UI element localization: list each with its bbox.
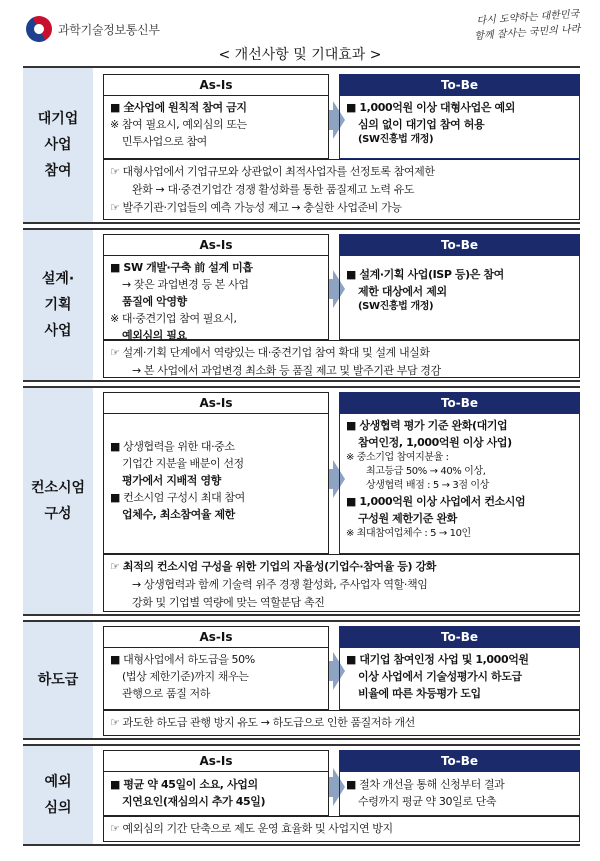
tobe-line: ■ 설계·기획 사업(ISP 등)은 참여: [346, 268, 504, 281]
effect-line: 완화 → 대·중견기업간 경쟁 활성화를 통한 품질제고 노력 유도: [132, 183, 415, 196]
asis-header: As-Is: [104, 751, 328, 772]
asis-box: [103, 392, 329, 554]
effect-line: → 상생협력과 함께 기술력 위주 경쟁 활성화, 주사업자 역할·책임: [132, 578, 428, 591]
tobe-box: [339, 234, 580, 340]
tobe-line: 비율에 따른 차등평가 도입: [358, 687, 481, 700]
tobe-line: 수령까지 평균 약 30일로 단축: [358, 795, 497, 808]
effects-box: [103, 340, 580, 378]
section-label: 설계· 기획 사업: [23, 230, 93, 380]
effect-line: ☞ 설계·기획 단계에서 역량있는 대·중견기업 참여 확대 및 설계 내실화: [110, 346, 430, 359]
asis-line: ■ 대형사업에서 하도급을 50%: [110, 653, 255, 666]
asis-header: As-Is: [104, 235, 328, 256]
arrow-icon: [329, 460, 339, 498]
asis-line: 평가에서 지배적 영향: [122, 474, 221, 487]
section-consortium: [23, 386, 580, 616]
ministry-logo: [26, 16, 160, 42]
effect-line: ☞ 예외심의 기간 단축으로 제도 운영 효율화 및 사업지연 방지: [110, 822, 393, 835]
asis-line: 품질에 악영향: [122, 295, 187, 308]
arrow-icon: [329, 768, 339, 806]
tobe-box: [339, 392, 580, 554]
taegeuk-emblem-icon: [21, 11, 57, 47]
tobe-line: (SW진흥법 개정): [358, 301, 434, 312]
asis-line: 업체수, 최소참여율 제한: [122, 508, 235, 521]
ministry-name: 과학기술정보통신부: [58, 22, 160, 37]
arrow-icon: [329, 270, 339, 308]
tobe-line: 제한 대상에서 제외: [358, 285, 447, 298]
effect-line: 강화 및 기업별 역량에 맞는 역할분담 촉진: [132, 596, 325, 609]
section-exception-review: [23, 744, 580, 846]
effects-box: [103, 710, 580, 736]
section-label: 컨소시엄 구성: [23, 388, 93, 614]
tobe-header: To-Be: [340, 393, 579, 414]
tobe-line: ※ 최대참여업체수 : 5 → 10인: [346, 528, 471, 539]
effects-box: [103, 816, 580, 842]
tobe-box: [339, 750, 580, 816]
effect-line: ☞ 발주기관·기업들의 예측 가능성 제고 → 충실한 사업준비 가능: [110, 201, 402, 214]
arrow-icon: [329, 652, 339, 690]
asis-line: ■ 평균 약 45일이 소요, 사업의: [110, 778, 258, 791]
asis-line: ■ 全사업에 원칙적 참여 금지: [110, 101, 247, 114]
tobe-line: 심의 없이 대기업 참여 허용: [358, 118, 485, 131]
section-large-enterprise: [23, 66, 580, 224]
tobe-box: [339, 626, 580, 710]
effect-line: ☞ 대형사업에서 기업규모와 상관없이 최적사업자를 선정토록 참여제한: [110, 165, 435, 178]
tobe-header: To-Be: [340, 75, 579, 96]
tobe-line: ■ 1,000억원 이상 사업에서 컨소시엄: [346, 495, 526, 508]
asis-header: As-Is: [104, 75, 328, 96]
effect-line: ☞ 최적의 컨소시엄 구성을 위한 기업의 자율성(기업수·참여율 등) 강화: [110, 560, 437, 573]
section-label: 예외 심의: [23, 746, 93, 844]
tobe-line: 참여인정, 1,000억원 이상 사업): [358, 436, 512, 449]
tobe-line: ■ 절차 개선을 통해 신청부터 결과: [346, 778, 505, 791]
asis-box: [103, 626, 329, 710]
effect-line: → 본 사업에서 과업변경 최소화 등 품질 제고 및 발주기관 부담 경감: [132, 364, 441, 377]
tobe-line: 구성원 제한기준 완화: [358, 512, 457, 525]
asis-line: → 잦은 과업변경 등 본 사업: [122, 278, 249, 291]
tobe-header: To-Be: [340, 235, 579, 256]
tobe-box: [339, 74, 580, 159]
asis-line: 예외심의 필요: [122, 329, 187, 342]
asis-box: [103, 234, 329, 340]
slogan-line2: 함께 잘사는 국민의 나라: [474, 23, 581, 43]
asis-line: ■ SW 개발·구축 前 설계 미흡: [110, 261, 253, 274]
slogan: [429, 7, 581, 47]
section-label: 하도급: [23, 622, 93, 738]
tobe-header: To-Be: [340, 751, 579, 772]
effect-line: ☞ 과도한 하도급 관행 방지 유도 → 하도급으로 인한 품질저하 개선: [110, 716, 415, 729]
asis-line: (법상 제한기준)까지 채우는: [122, 670, 249, 683]
effects-box: [103, 554, 580, 612]
tobe-header: To-Be: [340, 627, 579, 648]
tobe-line: 이상 사업에서 기술성평가시 하도급: [358, 670, 522, 683]
section-subcontract: [23, 620, 580, 740]
asis-line: 민투사업으로 참여: [122, 135, 207, 148]
tobe-line: (SW진흥법 개정): [358, 134, 434, 145]
asis-box: [103, 750, 329, 816]
effects-box: [103, 159, 580, 220]
arrow-icon: [329, 101, 339, 139]
slogan-line1: 다시 도약하는 대한민국: [476, 8, 580, 27]
asis-line: ※ 대·중견기업 참여 필요시,: [110, 312, 237, 325]
tobe-line: ※ 중소기업 참여지분율 :: [346, 452, 449, 463]
tobe-line: ■ 상생협력 평가 기준 완화(대기업: [346, 419, 508, 432]
tobe-line: 최고등급 50% → 40% 이상,: [366, 466, 486, 477]
asis-line: ※ 참여 필요시, 예외심의 또는: [110, 118, 247, 131]
section-label: 대기업 사업 참여: [23, 68, 93, 222]
page-title: < 개선사항 및 기대효과 >: [218, 47, 382, 63]
tobe-line: ■ 대기업 참여인정 사업 및 1,000억원: [346, 653, 529, 666]
asis-line: 기업간 지분율 배분이 선정: [122, 457, 244, 470]
tobe-line: ■ 1,000억원 이상 대형사업은 예외: [346, 101, 515, 114]
asis-line: 관행으로 품질 저하: [122, 687, 211, 700]
asis-header: As-Is: [104, 627, 328, 648]
asis-header: As-Is: [104, 393, 328, 414]
asis-line: 지연요인(재심의시 추가 45일): [122, 795, 266, 808]
asis-line: ■ 컨소시엄 구성시 최대 참여: [110, 491, 245, 504]
asis-line: ■ 상생협력을 위한 대·중소: [110, 440, 235, 453]
tobe-line: 상생협력 배점 : 5 → 3점 이상: [366, 480, 489, 491]
asis-box: [103, 74, 329, 159]
section-design-planning: [23, 228, 580, 382]
